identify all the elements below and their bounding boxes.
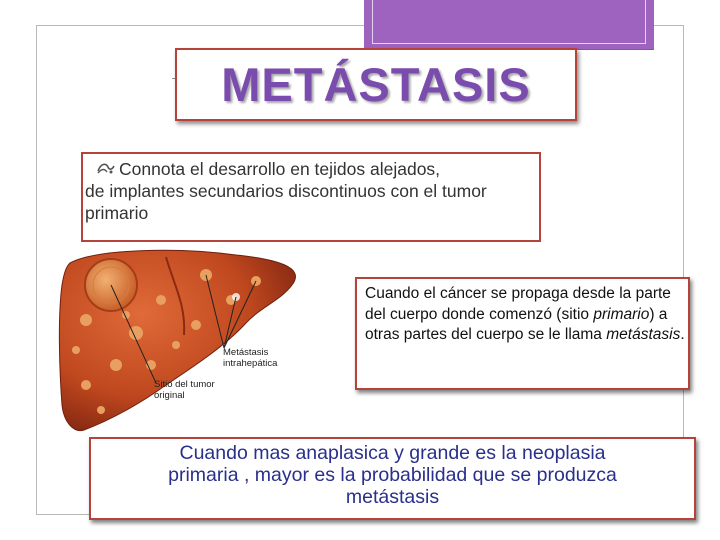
metastasis-label-line-2: intrahepática (223, 358, 278, 369)
metastasis-label (223, 347, 277, 369)
ornament-bullet-icon (97, 161, 115, 175)
info-text-part-3: . (680, 326, 685, 343)
conclusion-text (91, 442, 694, 508)
metastasis-label-line-1: Metástasis (223, 347, 269, 358)
liver-illustration (56, 245, 356, 435)
info-text-part-1: Cuando el cáncer se propaga desde la parte del cuerpo donde comenzó (sitio (365, 285, 671, 323)
info-emphasis-primario: primario (593, 305, 650, 323)
info-emphasis-metastasis: metástasis (606, 326, 681, 343)
title-box (175, 48, 577, 121)
origin-label-line-2: original (154, 390, 185, 401)
conclusion-line-3: metástasis (345, 486, 440, 508)
info-text (365, 284, 685, 346)
info-box (355, 277, 690, 390)
bullet-box (81, 152, 541, 242)
bullet-line-2: de implantes secundarios discontinuos con el tumor primario (85, 181, 487, 223)
conclusion-box (89, 437, 696, 520)
bullet-line-1: Connota el desarrollo en tejidos alejados, (119, 159, 441, 179)
origin-label-line-1: Sitio del tumor (154, 379, 215, 390)
corner-accent-outline (372, 0, 646, 44)
origin-label (154, 379, 215, 401)
conclusion-line-1: Cuando mas anaplasica y grande es la neoplasia (179, 442, 606, 464)
info-text-part-2: ) a otras partes del cuerpo se le llama (365, 305, 668, 343)
slide-title: METÁSTASIS (221, 58, 531, 111)
conclusion-line-2: primaria , mayor es la probabilidad que se produzca (168, 464, 617, 486)
bullet-text (85, 158, 539, 224)
